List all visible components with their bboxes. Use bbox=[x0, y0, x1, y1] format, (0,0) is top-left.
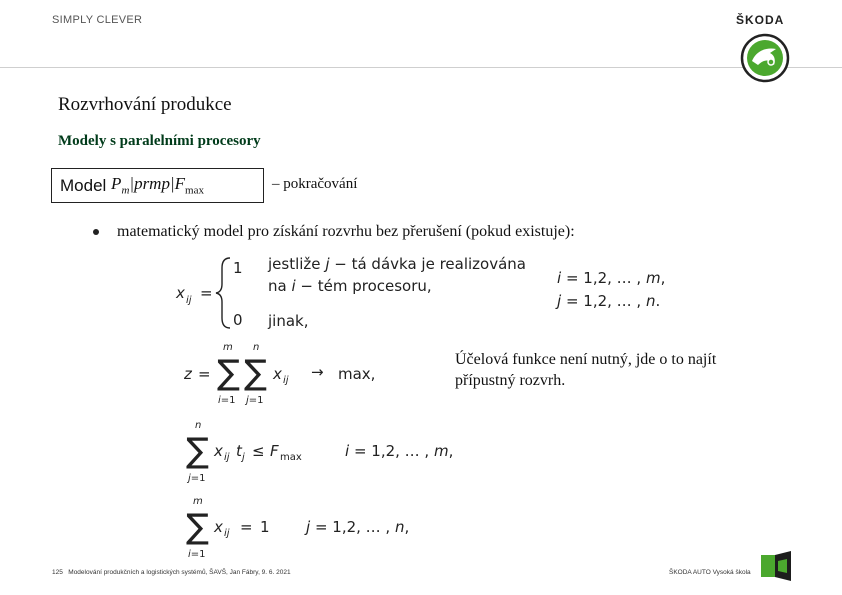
objective-function bbox=[178, 338, 398, 408]
footer-institution: ŠKODA AUTO Vysoká škola bbox=[669, 569, 751, 576]
svg-text:0: 0 bbox=[233, 311, 243, 329]
svg-text:x: x bbox=[214, 518, 223, 536]
tagline: SIMPLY CLEVER bbox=[52, 14, 143, 26]
svg-text:max,: max, bbox=[338, 365, 376, 383]
objective-note: Účelová funkce není nutný, jde o to najít přípustný rozvrh. bbox=[455, 351, 717, 389]
svg-text:n: n bbox=[195, 420, 202, 431]
svg-text:x: x bbox=[176, 284, 185, 302]
constraint-capacity bbox=[180, 414, 470, 486]
slide-subtitle: Modely s paralelními procesory bbox=[58, 133, 261, 149]
svg-text:=: = bbox=[198, 365, 211, 383]
svg-text:na i − tém procesoru,: na i − tém procesoru, bbox=[268, 277, 432, 295]
svg-text:=: = bbox=[240, 518, 253, 536]
slide-title: Rozvrhování produkce bbox=[58, 94, 232, 115]
svg-text:m: m bbox=[193, 496, 203, 507]
svg-text:∑: ∑ bbox=[186, 507, 209, 547]
model-prefix: Model bbox=[60, 175, 107, 195]
svg-text:1: 1 bbox=[233, 259, 243, 277]
svg-text:∑: ∑ bbox=[244, 353, 267, 393]
page-number: 125 bbox=[52, 569, 63, 576]
svg-text:i=1: i=1 bbox=[188, 549, 206, 560]
svg-text:ij: ij bbox=[186, 295, 192, 306]
svg-text:i = 1,2, … , m,: i = 1,2, … , m, bbox=[345, 442, 454, 460]
continuation-label: – pokračování bbox=[272, 176, 358, 192]
svg-text:j = 1,2, … , n.: j = 1,2, … , n. bbox=[557, 292, 661, 310]
svg-text:jestliže j − tá dávka je reali: jestliže j − tá dávka je realizována bbox=[268, 255, 526, 273]
svg-text:F: F bbox=[270, 442, 279, 460]
svg-text:i=1: i=1 bbox=[218, 395, 236, 406]
model-notation-box bbox=[51, 168, 264, 203]
svg-text:j=1: j=1 bbox=[246, 395, 264, 406]
x-definition-equation bbox=[170, 250, 680, 335]
svg-text:jinak,: jinak, bbox=[268, 312, 309, 330]
school-logo-icon bbox=[760, 551, 792, 581]
svg-text:→: → bbox=[311, 363, 324, 381]
svg-text:ij: ij bbox=[224, 452, 230, 463]
svg-text:x: x bbox=[214, 442, 223, 460]
svg-text:max: max bbox=[280, 452, 302, 463]
skoda-logo-icon bbox=[740, 33, 790, 83]
svg-text:ij: ij bbox=[283, 375, 289, 386]
svg-text:i = 1,2, … , m,: i = 1,2, … , m, bbox=[557, 269, 666, 287]
svg-text:=: = bbox=[200, 284, 213, 302]
svg-text:j = 1,2, … , n,: j = 1,2, … , n, bbox=[306, 518, 410, 536]
svg-text:n: n bbox=[253, 342, 260, 353]
citation-text: Modelování produkčních a logistických systémů, ŠAVŠ, Jan Fábry, 9. 6. 2021 bbox=[68, 569, 291, 576]
svg-text:t: t bbox=[236, 442, 242, 460]
model-notation: $P_m|prmp|F_{max}$ bbox=[111, 174, 204, 197]
svg-text:m: m bbox=[223, 342, 233, 353]
bullet-icon bbox=[93, 229, 99, 235]
svg-text:ij: ij bbox=[224, 528, 230, 539]
svg-text:≤: ≤ bbox=[252, 442, 265, 460]
svg-text:j: j bbox=[242, 452, 245, 463]
svg-text:∑: ∑ bbox=[186, 431, 209, 471]
header-divider bbox=[0, 67, 842, 68]
svg-text:x: x bbox=[273, 365, 282, 383]
footer-citation bbox=[52, 569, 291, 576]
svg-text:z: z bbox=[184, 365, 192, 383]
constraint-assignment bbox=[180, 490, 430, 562]
svg-text:∑: ∑ bbox=[217, 353, 240, 393]
svg-text:1: 1 bbox=[260, 518, 270, 536]
brand-wordmark: ŠKODA bbox=[736, 13, 785, 27]
svg-text:j=1: j=1 bbox=[188, 473, 206, 484]
bullet-text: matematický model pro získání rozvrhu bez přerušení (pokud existuje): bbox=[117, 223, 575, 240]
